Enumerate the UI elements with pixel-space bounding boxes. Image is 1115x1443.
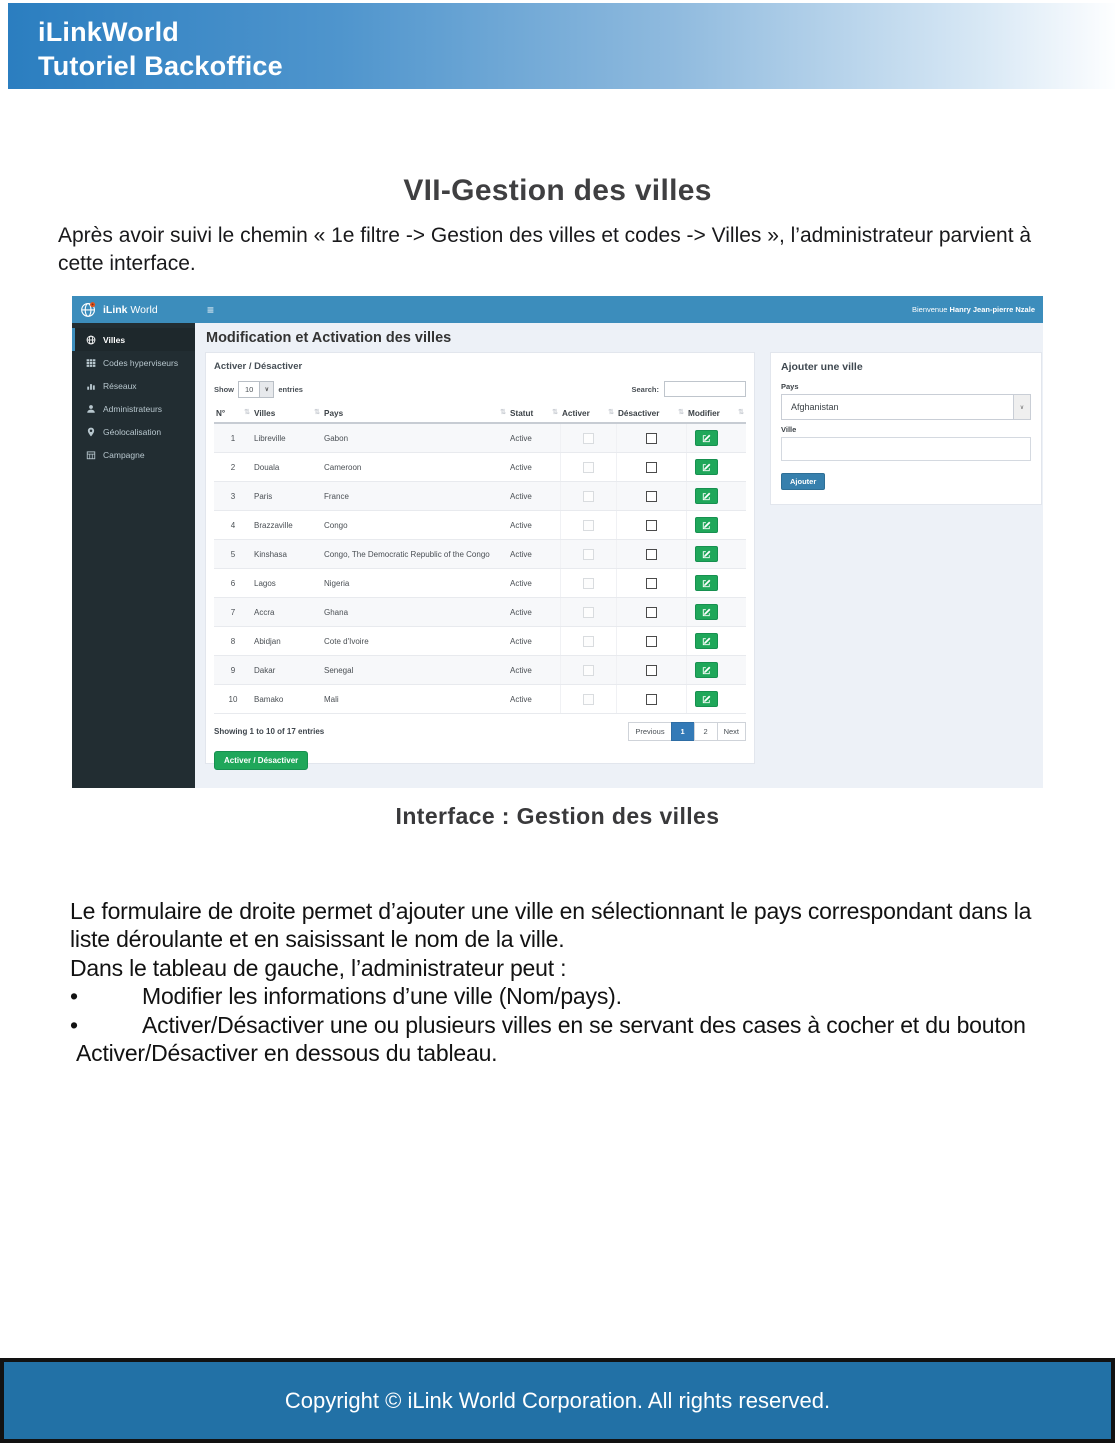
cell-desactiver xyxy=(616,598,686,627)
table-row xyxy=(214,685,746,714)
table-row xyxy=(214,482,746,511)
intro-paragraph: Après avoir suivi le chemin « 1e filtre -> Gestion des villes et codes -> Villes », l’administrateur parvient à cette interface. xyxy=(58,224,1032,275)
activer-checkbox[interactable] xyxy=(583,433,594,444)
cell-modifier xyxy=(686,685,746,714)
activer-checkbox[interactable] xyxy=(583,549,594,560)
city-label: Ville xyxy=(781,425,797,434)
description-text: Le formulaire de droite permet d’ajouter une ville en sélectionnant le pays correspondant dans la xyxy=(70,898,1032,924)
column-header-modifier[interactable]: Modifier ⇅ xyxy=(686,404,746,423)
desactiver-checkbox[interactable] xyxy=(646,491,657,502)
add-city-panel xyxy=(770,352,1042,505)
sidebar-item-label: Codes hyperviseurs xyxy=(103,357,179,368)
table-controls xyxy=(214,381,746,397)
cities-panel-title: Activer / Désactiver xyxy=(214,361,303,372)
sidebar-item-codes-hyperviseurs[interactable] xyxy=(72,351,195,374)
pin-icon xyxy=(84,427,98,437)
cell-n: 5 xyxy=(214,540,252,569)
activer-checkbox[interactable] xyxy=(583,578,594,589)
app-logo[interactable] xyxy=(72,296,195,323)
table-footer xyxy=(214,722,746,741)
search-label: Search: xyxy=(631,384,659,394)
document-header-banner xyxy=(8,3,1115,89)
column-header-n[interactable]: N° ⇅ xyxy=(214,404,252,423)
cell-desactiver xyxy=(616,482,686,511)
cell-modifier xyxy=(686,627,746,656)
user-icon xyxy=(84,404,98,414)
country-select[interactable] xyxy=(781,394,1031,420)
cell-ville: Accra xyxy=(252,598,322,627)
column-header-pays[interactable]: Pays ⇅ xyxy=(322,404,508,423)
search-input[interactable] xyxy=(664,381,746,397)
figure-caption: Interface : Gestion des villes xyxy=(395,803,720,829)
table-row xyxy=(214,598,746,627)
cell-pays: France xyxy=(322,482,508,511)
column-header-statut[interactable]: Statut ⇅ xyxy=(508,404,560,423)
table-body xyxy=(214,423,746,714)
cell-statut: Active xyxy=(508,423,560,453)
cell-ville: Brazzaville xyxy=(252,511,322,540)
content-area xyxy=(195,323,1043,788)
cell-modifier xyxy=(686,598,746,627)
cell-activer xyxy=(560,423,616,453)
menu-toggle-icon[interactable]: ≡ xyxy=(207,302,215,317)
cell-statut: Active xyxy=(508,598,560,627)
cell-pays: Nigeria xyxy=(322,569,508,598)
pagination xyxy=(629,722,746,741)
chevron-down-icon: ∨ xyxy=(1013,395,1030,419)
cell-statut: Active xyxy=(508,627,560,656)
cell-desactiver xyxy=(616,627,686,656)
description-text: Activer/Désactiver en dessous du tableau. xyxy=(76,1040,498,1067)
welcome-text: Bienvenue Hanry Jean-pierre Nzale xyxy=(912,305,1035,314)
table-row xyxy=(214,511,746,540)
cell-ville: Abidjan xyxy=(252,627,322,656)
description-line xyxy=(70,1039,1060,1067)
cell-pays: Senegal xyxy=(322,656,508,685)
activer-checkbox[interactable] xyxy=(583,665,594,676)
cell-pays: Gabon xyxy=(322,423,508,453)
edit-button[interactable] xyxy=(695,546,718,562)
content-title: Modification et Activation des villes xyxy=(206,330,452,346)
cell-pays: Cote d'Ivoire xyxy=(322,627,508,656)
cell-pays: Congo xyxy=(322,511,508,540)
description-line xyxy=(70,982,1060,1010)
cities-panel xyxy=(205,352,755,764)
cell-ville: Dakar xyxy=(252,656,322,685)
country-select-value: Afghanistan xyxy=(791,402,839,412)
add-button[interactable]: Ajouter xyxy=(781,473,825,490)
activer-checkbox[interactable] xyxy=(583,636,594,647)
cell-modifier xyxy=(686,540,746,569)
cell-activer xyxy=(560,685,616,714)
cell-modifier xyxy=(686,482,746,511)
city-input[interactable] xyxy=(781,437,1031,461)
table-header-row xyxy=(214,404,746,423)
desactiver-checkbox[interactable] xyxy=(646,549,657,560)
cell-n: 10 xyxy=(214,685,252,714)
cell-desactiver xyxy=(616,423,686,453)
activer-checkbox[interactable] xyxy=(583,491,594,502)
globe-pin-logo-icon xyxy=(80,301,97,318)
cell-n: 7 xyxy=(214,598,252,627)
cell-statut: Active xyxy=(508,685,560,714)
edit-button[interactable] xyxy=(695,604,718,620)
description-text: Dans le tableau de gauche, l’administrateur peut : xyxy=(70,954,567,981)
cell-pays: Mali xyxy=(322,685,508,714)
app-body xyxy=(72,323,1043,788)
cell-activer xyxy=(560,598,616,627)
show-label: Show xyxy=(214,384,234,394)
activer-checkbox[interactable] xyxy=(583,607,594,618)
cell-ville: Libreville xyxy=(252,423,322,453)
cell-n: 3 xyxy=(214,482,252,511)
bulk-activate-button[interactable]: Activer / Désactiver xyxy=(214,751,308,770)
desactiver-checkbox[interactable] xyxy=(646,665,657,676)
cell-activer xyxy=(560,569,616,598)
activer-checkbox[interactable] xyxy=(583,520,594,531)
entries-select[interactable]: 10 ∨ xyxy=(238,381,274,398)
sidebar-menu xyxy=(72,323,195,788)
cell-activer xyxy=(560,453,616,482)
grid-icon xyxy=(84,358,98,368)
table-info: Showing 1 to 10 of 17 entries xyxy=(214,727,325,736)
sidebar-item-label: Géolocalisation xyxy=(103,426,162,437)
sidebar-item-label: Administrateurs xyxy=(103,403,163,414)
sidebar-item-label: Campagne xyxy=(103,449,145,460)
description-text: Modifier les informations d’une ville (Nom/pays). xyxy=(142,983,622,1010)
add-city-title: Ajouter une ville xyxy=(781,361,863,373)
table-row xyxy=(214,423,746,453)
table-row xyxy=(214,656,746,685)
cell-modifier xyxy=(686,423,746,453)
cell-desactiver xyxy=(616,540,686,569)
cell-statut: Active xyxy=(508,656,560,685)
description-line xyxy=(70,925,1060,953)
cell-statut: Active xyxy=(508,453,560,482)
cell-modifier xyxy=(686,569,746,598)
sidebar-item-label: Villes xyxy=(103,334,126,345)
column-header-activer[interactable]: Activer ⇅ xyxy=(560,404,616,423)
table-row xyxy=(214,627,746,656)
brand-text: iLink World xyxy=(103,303,158,316)
show-entries-control xyxy=(214,381,303,398)
sort-icon: ⇅ xyxy=(738,409,744,416)
app-navbar xyxy=(195,296,1043,323)
cell-desactiver xyxy=(616,685,686,714)
chart-icon xyxy=(84,381,98,391)
page-button-previous[interactable]: Previous xyxy=(628,722,671,741)
cell-ville: Douala xyxy=(252,453,322,482)
desactiver-checkbox[interactable] xyxy=(646,462,657,473)
edit-button[interactable] xyxy=(695,633,718,649)
description-line xyxy=(70,954,1060,982)
page-footer xyxy=(0,1358,1115,1443)
edit-button[interactable] xyxy=(695,691,718,707)
table-row xyxy=(214,540,746,569)
desactiver-checkbox[interactable] xyxy=(646,520,657,531)
cell-desactiver xyxy=(616,511,686,540)
sort-icon: ⇅ xyxy=(608,409,614,416)
edit-button[interactable] xyxy=(695,575,718,591)
sort-icon: ⇅ xyxy=(314,409,320,416)
cell-statut: Active xyxy=(508,482,560,511)
cell-n: 6 xyxy=(214,569,252,598)
activer-checkbox[interactable] xyxy=(583,694,594,705)
search-control xyxy=(631,381,746,397)
desactiver-checkbox[interactable] xyxy=(646,578,657,589)
page-button-2[interactable]: 2 xyxy=(694,722,718,741)
cell-n: 1 xyxy=(214,423,252,453)
chevron-down-icon: ∨ xyxy=(259,382,273,397)
cell-modifier xyxy=(686,656,746,685)
cell-activer xyxy=(560,656,616,685)
cell-n: 8 xyxy=(214,627,252,656)
cell-pays: Congo, The Democratic Republic of the Congo xyxy=(322,540,508,569)
cell-pays: Ghana xyxy=(322,598,508,627)
page-button-next[interactable]: Next xyxy=(717,722,746,741)
desactiver-checkbox[interactable] xyxy=(646,433,657,444)
sort-icon: ⇅ xyxy=(244,409,250,416)
cell-activer xyxy=(560,511,616,540)
bullet-marker: • xyxy=(70,1011,78,1038)
cell-desactiver xyxy=(616,453,686,482)
globe-icon xyxy=(84,335,98,345)
column-header-villes[interactable]: Villes ⇅ xyxy=(252,404,322,423)
cell-n: 2 xyxy=(214,453,252,482)
banner-subtitle: Tutoriel Backoffice xyxy=(38,51,283,81)
banner-title: iLinkWorld xyxy=(38,17,179,47)
page-button-1[interactable]: 1 xyxy=(671,722,695,741)
activer-checkbox[interactable] xyxy=(583,462,594,473)
bullet-marker: • xyxy=(70,983,78,1010)
cities-table xyxy=(214,404,746,714)
sidebar-item-campagne[interactable] xyxy=(72,443,195,466)
sort-icon: ⇅ xyxy=(500,409,506,416)
calendar-icon xyxy=(84,450,98,460)
edit-button[interactable] xyxy=(695,488,718,504)
entries-label: entries xyxy=(278,384,303,394)
cell-modifier xyxy=(686,453,746,482)
cell-activer xyxy=(560,540,616,569)
description-text: liste déroulante et en saisissant le nom de la ville. xyxy=(70,926,565,953)
sidebar-item-label: Réseaux xyxy=(103,380,137,391)
column-header-d-sactiver[interactable]: Désactiver ⇅ xyxy=(616,404,686,423)
desactiver-checkbox[interactable] xyxy=(646,607,657,618)
sort-icon: ⇅ xyxy=(552,409,558,416)
description-line xyxy=(70,1011,1060,1039)
cell-statut: Active xyxy=(508,540,560,569)
cell-activer xyxy=(560,627,616,656)
cell-desactiver xyxy=(616,569,686,598)
cell-activer xyxy=(560,482,616,511)
edit-button[interactable] xyxy=(695,662,718,678)
cell-statut: Active xyxy=(508,511,560,540)
cell-pays: Cameroon xyxy=(322,453,508,482)
table-row xyxy=(214,569,746,598)
cell-n: 9 xyxy=(214,656,252,685)
sidebar-item-administrateurs[interactable] xyxy=(72,397,195,420)
edit-button[interactable] xyxy=(695,517,718,533)
app-header-bar xyxy=(72,296,1043,323)
cell-desactiver xyxy=(616,656,686,685)
table-row xyxy=(214,453,746,482)
sidebar-item-r-seaux[interactable] xyxy=(72,374,195,397)
sidebar-item-g-olocalisation[interactable] xyxy=(72,420,195,443)
description-line xyxy=(70,897,1060,925)
cell-ville: Paris xyxy=(252,482,322,511)
desactiver-checkbox[interactable] xyxy=(646,636,657,647)
cell-modifier xyxy=(686,511,746,540)
desactiver-checkbox[interactable] xyxy=(646,694,657,705)
cell-ville: Kinshasa xyxy=(252,540,322,569)
app-screenshot xyxy=(72,296,1043,788)
document-title: VII-Gestion des villes xyxy=(403,174,712,207)
copyright-text: Copyright © iLink World Corporation. All rights reserved. xyxy=(284,1387,831,1413)
description-text: Activer/Désactiver une ou plusieurs villes en se servant des cases à cocher et du bouton xyxy=(142,1011,1026,1038)
sort-icon: ⇅ xyxy=(678,409,684,416)
cell-ville: Bamako xyxy=(252,685,322,714)
description xyxy=(70,897,1060,1067)
cell-statut: Active xyxy=(508,569,560,598)
country-label: Pays xyxy=(781,382,799,391)
sidebar-item-villes[interactable] xyxy=(72,328,195,351)
cell-ville: Lagos xyxy=(252,569,322,598)
cell-n: 4 xyxy=(214,511,252,540)
edit-button[interactable] xyxy=(695,430,718,446)
edit-button[interactable] xyxy=(695,459,718,475)
